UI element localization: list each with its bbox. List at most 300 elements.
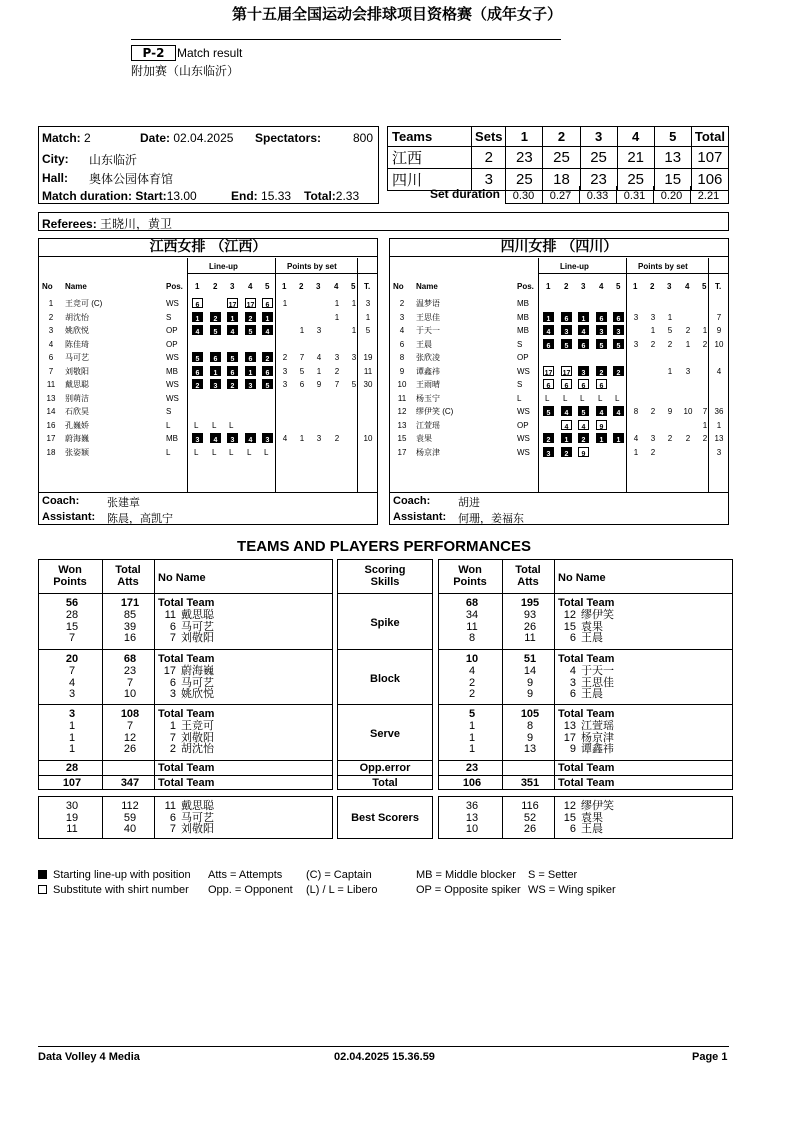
skill-name: Block — [370, 673, 400, 685]
score-cell: 15 — [654, 169, 691, 191]
player-name: 蔚海巍 — [181, 665, 214, 677]
player-number: 16 — [46, 420, 56, 430]
referees-box — [38, 212, 729, 231]
player-atts: 26 — [123, 743, 137, 755]
legend-libero: (L) / L = Libero — [306, 884, 378, 896]
lineup-box: 4 — [596, 406, 607, 416]
set-points: 3 — [334, 353, 340, 362]
row-divider — [38, 593, 333, 594]
best-name: 马可艺 — [181, 811, 214, 824]
lineup-box: 4 — [561, 420, 572, 430]
player-atts: 10 — [123, 688, 137, 700]
player-won: 28 — [65, 609, 79, 621]
player-number: 10 — [397, 380, 407, 389]
lineup-box: 3 — [543, 447, 554, 457]
player-atts: 9 — [526, 731, 534, 744]
col-divider — [502, 796, 503, 839]
score-team: 江西 — [388, 147, 472, 169]
total-points: 11 — [363, 366, 373, 376]
player-number: 4 — [399, 326, 405, 335]
player-row — [39, 392, 378, 405]
player-atts: 7 — [126, 720, 134, 732]
player-row — [390, 446, 729, 459]
player-won: 2 — [468, 676, 476, 689]
player-name: 王晨 — [581, 632, 603, 644]
set-points: 5 — [667, 326, 673, 335]
set-points: 2 — [667, 434, 673, 443]
set-points: 4 — [316, 353, 322, 362]
player-number: 12 — [397, 407, 407, 416]
player-no: 3 — [569, 676, 576, 689]
lineup-set-header: 2 — [564, 282, 569, 291]
set-points: 1 — [299, 434, 305, 443]
player-position: WS — [517, 447, 530, 457]
total-points: 10 — [363, 434, 373, 443]
player-won: 3 — [68, 688, 76, 700]
best-atts: 116 — [521, 800, 539, 812]
best-atts: 40 — [123, 823, 137, 835]
won-total: 3 — [68, 708, 76, 720]
player-name: 姚欣悦 — [181, 688, 214, 700]
coach-name: 胡进 — [458, 497, 480, 509]
set-duration: 0.30 — [512, 190, 535, 202]
set-points: 1 — [316, 366, 322, 376]
set-points: 1 — [334, 312, 340, 322]
coach-name: 张建章 — [107, 497, 140, 509]
end-value: 15.33 — [261, 189, 292, 203]
lineup-libero: L — [194, 447, 199, 457]
player-row — [390, 365, 729, 378]
set-points: 1 — [351, 299, 357, 308]
total-points: 5 — [365, 326, 371, 335]
start-value: 13.00 — [166, 189, 197, 203]
lineup-box: 1 — [613, 433, 624, 443]
player-name: 袁果 — [416, 434, 432, 443]
duration-label: Match duration: — [42, 189, 132, 203]
player-no: 7 — [169, 731, 176, 744]
set-points: 2 — [650, 447, 656, 457]
player-row — [390, 324, 729, 337]
player-row — [390, 392, 729, 405]
player-row — [390, 338, 729, 351]
player-name: 杨玉宁 — [416, 393, 440, 403]
set-points: 2 — [334, 366, 340, 376]
lineup-box: 1 — [227, 312, 238, 322]
document-title: 第十五届全国运动会排球项目资格赛（成年女子） — [231, 5, 562, 23]
player-position: S — [517, 339, 523, 349]
match-label: Match: — [42, 131, 81, 145]
player-position: L — [166, 447, 171, 457]
set-points: 7 — [299, 353, 305, 362]
set-points: 2 — [334, 434, 340, 443]
player-row — [390, 297, 729, 310]
player-won: 2 — [468, 688, 476, 700]
player-name: 陈佳琦 — [65, 339, 89, 349]
player-position: MB — [166, 434, 178, 443]
lineup-box: 2 — [613, 366, 624, 376]
lineup-box: 1 — [578, 312, 589, 322]
player-row — [390, 419, 729, 432]
set-points: 1 — [334, 299, 340, 308]
opp-error-label: Opp.error — [359, 762, 411, 774]
coach-label: Coach: — [393, 495, 431, 507]
player-position: OP — [517, 420, 529, 430]
pos-header: Pos. — [517, 282, 534, 291]
player-atts: 85 — [123, 609, 137, 621]
date-label: Date: — [140, 131, 171, 145]
lineup-set-header: 1 — [195, 282, 200, 291]
score-cell: 25 — [506, 169, 543, 191]
lineup-libero: L — [598, 393, 603, 403]
header-box — [0, 0, 691, 82]
total-won: 106 — [462, 777, 482, 789]
player-name: 张欣凌 — [416, 353, 440, 362]
player-number: 11 — [46, 380, 56, 389]
no-name-header: No Name — [558, 572, 606, 584]
lineup-box: 5 — [578, 406, 589, 416]
row-divider — [337, 649, 433, 650]
opp-error-b: 23 — [465, 762, 479, 774]
score-cell: 2 — [472, 147, 506, 169]
lineup-box: 17 — [543, 366, 554, 376]
score-header-set4: 4 — [617, 127, 654, 147]
name-header: Name — [416, 282, 438, 291]
set-points: 3 — [316, 434, 322, 443]
total-points: 4 — [716, 366, 722, 376]
score-cell: 25 — [580, 147, 617, 169]
player-name: 王思佳 — [581, 676, 614, 689]
player-name: 石欣昊 — [65, 407, 89, 416]
lineup-libero: L — [194, 420, 199, 430]
opp-error-a: 28 — [65, 762, 79, 774]
player-won: 7 — [68, 632, 76, 644]
set-points: 9 — [316, 380, 322, 389]
lineup-box: 17 — [245, 298, 256, 308]
player-no: 11 — [164, 609, 176, 621]
atts-total: 51 — [523, 653, 537, 665]
atts-total: 68 — [123, 653, 137, 665]
best-atts: 52 — [523, 811, 537, 824]
player-won: 8 — [468, 632, 476, 644]
score-cell: 13 — [654, 147, 691, 169]
lineup-box: 5 — [227, 352, 238, 362]
lineup-box: 1 — [596, 433, 607, 443]
won-total: 68 — [465, 597, 479, 609]
row-divider — [337, 775, 433, 776]
won-points-header: Won Points — [453, 564, 487, 588]
city-value: 山东临沂 — [89, 153, 138, 167]
player-won: 34 — [465, 609, 479, 621]
lineup-box: 17 — [227, 298, 238, 308]
player-position: OP — [166, 339, 178, 349]
player-no: 6 — [569, 688, 576, 700]
player-no: 7 — [169, 632, 176, 644]
player-row — [390, 378, 729, 391]
assistant-label: Assistant: — [393, 511, 447, 523]
lineup-box: 4 — [245, 433, 256, 443]
lineup-box: 6 — [596, 379, 607, 389]
lineup-box: 6 — [210, 352, 221, 362]
player-atts: 26 — [523, 620, 537, 633]
filled-square-icon — [38, 870, 47, 879]
set-points: 10 — [683, 407, 693, 416]
total-points: 36 — [714, 407, 724, 416]
player-atts: 39 — [123, 620, 137, 633]
player-name: 马可艺 — [181, 620, 214, 633]
lineup-box: 6 — [543, 339, 554, 349]
player-name: 张姿颖 — [65, 447, 89, 457]
best-name: 刘敬阳 — [181, 823, 214, 835]
legend-op: OP = Opposite spiker — [416, 884, 521, 896]
atts-total: 108 — [120, 708, 140, 720]
score-cell: 25 — [617, 169, 654, 191]
name-header: Name — [65, 282, 87, 291]
atts-total: 195 — [520, 597, 540, 609]
total-value: 2.33 — [335, 189, 360, 203]
points-set-header: 4 — [334, 282, 339, 291]
best-no: 6 — [169, 811, 176, 824]
player-atts: 9 — [526, 676, 534, 689]
hall-label: Hall: — [42, 171, 69, 185]
set-duration: 0.31 — [623, 190, 646, 202]
player-name: 袁果 — [581, 620, 603, 633]
page-code: P-2 — [131, 45, 176, 61]
won-total: 5 — [468, 708, 476, 720]
set-points: 3 — [633, 312, 639, 322]
player-position: WS — [517, 434, 530, 443]
header-divider — [187, 273, 378, 274]
total-team-label: Total Team — [158, 777, 215, 789]
score-team: 四川 — [388, 169, 472, 191]
player-number: 13 — [46, 393, 56, 403]
total-points: 9 — [716, 326, 722, 335]
points-set-header: 4 — [685, 282, 690, 291]
player-position: L — [517, 393, 522, 403]
set-points: 8 — [633, 407, 639, 416]
player-no: 12 — [563, 609, 576, 621]
player-name: 刘敬阳 — [181, 632, 214, 644]
lineup-box: 4 — [262, 325, 273, 335]
player-row — [39, 297, 378, 310]
total-points: 3 — [365, 299, 371, 308]
lineup-box: 2 — [227, 379, 238, 389]
total-points: 10 — [714, 339, 724, 349]
player-position: WS — [166, 380, 179, 389]
player-position: MB — [517, 326, 529, 335]
player-number: 2 — [48, 312, 54, 322]
total-points: 1 — [716, 420, 722, 430]
set-points: 1 — [282, 299, 288, 308]
won-total: 20 — [65, 653, 79, 665]
pos-header: Pos. — [166, 282, 183, 291]
hall-value: 奥体公园体育馆 — [89, 172, 174, 186]
city-label: City: — [42, 152, 69, 166]
player-name: 戴思聪 — [65, 380, 89, 389]
player-name: 杨京津 — [416, 447, 440, 457]
total-label: Total — [372, 777, 398, 789]
total-team-label: Total Team — [558, 653, 615, 665]
set-points: 1 — [667, 366, 673, 376]
player-name: 蔚海巍 — [65, 434, 89, 443]
footer-timestamp: 02.04.2025 15.36.59 — [334, 1051, 435, 1063]
best-won: 36 — [465, 800, 479, 812]
score-cell: 21 — [617, 147, 654, 169]
player-won: 1 — [68, 731, 76, 744]
best-won: 30 — [65, 800, 79, 812]
total-header: T. — [364, 282, 371, 291]
set-points: 2 — [282, 353, 288, 362]
player-number: 3 — [399, 312, 405, 322]
set-points: 7 — [334, 380, 340, 389]
player-won: 1 — [68, 720, 76, 732]
player-row — [39, 338, 378, 351]
lineup-libero: L — [212, 420, 217, 430]
player-row — [39, 446, 378, 459]
player-no: 13 — [563, 720, 576, 732]
player-name: 胡沈怡 — [65, 312, 89, 322]
total-atts: 351 — [520, 777, 540, 789]
lineup-set-header: 1 — [546, 282, 551, 291]
total-team-label: Total Team — [158, 653, 215, 665]
player-row — [39, 365, 378, 378]
set-points: 1 — [299, 326, 305, 335]
player-atts: 12 — [123, 731, 137, 744]
player-won: 4 — [468, 665, 476, 677]
score-row-teamA — [388, 147, 729, 169]
player-name: 于天一 — [416, 326, 440, 335]
lineup-box: 4 — [578, 420, 589, 430]
set-duration: 0.27 — [549, 190, 572, 202]
spectators-label: Spectators: — [255, 131, 322, 145]
player-atts: 23 — [123, 665, 137, 677]
spectators-value: 800 — [353, 131, 374, 145]
player-number: 7 — [48, 366, 54, 376]
player-no: 2 — [169, 743, 176, 755]
points-header: Points by set — [287, 262, 337, 271]
score-cell: 18 — [543, 169, 580, 191]
set-points: 1 — [702, 420, 708, 430]
no-header: No — [42, 282, 53, 291]
total-atts-header: Total Atts — [515, 564, 541, 588]
player-name: 温梦语 — [416, 299, 440, 308]
player-position: S — [166, 407, 172, 416]
player-position: MB — [166, 366, 178, 376]
points-set-header: 3 — [316, 282, 321, 291]
score-cell: 3 — [472, 169, 506, 191]
points-set-header: 2 — [299, 282, 304, 291]
set-points: 9 — [667, 407, 673, 416]
best-won: 10 — [465, 823, 479, 835]
player-number: 17 — [46, 434, 56, 443]
player-row — [39, 324, 378, 337]
footer-left: Data Volley 4 Media — [38, 1051, 140, 1063]
player-name: 胡沈怡 — [181, 743, 214, 755]
set-points: 3 — [282, 380, 288, 389]
col-divider — [102, 796, 103, 839]
lineup-box: 5 — [596, 339, 607, 349]
row-divider — [438, 593, 733, 594]
set-points: 3 — [650, 312, 656, 322]
set-points: 2 — [650, 407, 656, 416]
lineup-box: 5 — [210, 325, 221, 335]
set-duration-row — [387, 186, 729, 204]
set-points: 2 — [685, 434, 691, 443]
total-team-label: Total Team — [558, 762, 615, 774]
lineup-box: 2 — [245, 312, 256, 322]
total-header: T. — [715, 282, 722, 291]
performances-title: TEAMS AND PLAYERS PERFORMANCES — [237, 538, 531, 555]
lineup-box: 2 — [262, 352, 273, 362]
set-points: 4 — [282, 434, 288, 443]
lineup-box: 4 — [578, 325, 589, 335]
player-atts: 14 — [523, 665, 537, 677]
col-divider — [554, 796, 555, 839]
player-name: 江萱瑶 — [416, 420, 440, 430]
player-number: 6 — [399, 339, 405, 349]
set-points: 3 — [351, 353, 357, 362]
coach-divider — [39, 492, 378, 493]
set-points: 3 — [316, 326, 322, 335]
player-row — [390, 432, 729, 445]
set-duration-label: Set duration — [430, 187, 501, 201]
player-won: 1 — [468, 743, 476, 755]
total-team-label: Total Team — [158, 597, 215, 609]
player-name: 姚欣悦 — [65, 326, 89, 335]
player-name: 王晨 — [416, 339, 432, 349]
player-position: WS — [166, 353, 179, 362]
player-number: 13 — [397, 420, 407, 430]
legend-setter: S = Setter — [528, 869, 578, 881]
set-points: 2 — [650, 339, 656, 349]
player-name: 戴思聪 — [181, 609, 214, 621]
score-header-set5: 5 — [654, 127, 691, 147]
row-divider — [337, 593, 433, 594]
points-set-header: 2 — [650, 282, 655, 291]
set-points: 6 — [299, 380, 305, 389]
set-points: 1 — [685, 339, 691, 349]
lineup-libero: L — [264, 447, 269, 457]
won-total: 56 — [65, 597, 79, 609]
empty-square-icon — [38, 885, 47, 894]
player-no: 6 — [169, 620, 176, 633]
best-atts: 59 — [123, 811, 137, 824]
lineup-box: 4 — [613, 406, 624, 416]
best-atts: 26 — [523, 823, 537, 835]
lineup-box: 5 — [192, 352, 203, 362]
no-header: No — [393, 282, 404, 291]
row-divider — [438, 704, 733, 705]
score-cell: 107 — [691, 147, 728, 169]
lineup-set-header: 3 — [230, 282, 235, 291]
row-divider — [337, 760, 433, 761]
lineup-libero: L — [247, 447, 252, 457]
total-points: 7 — [716, 312, 722, 322]
lineup-box: 4 — [210, 433, 221, 443]
set-points: 2 — [667, 339, 673, 349]
lineup-box: 6 — [561, 312, 572, 322]
set-duration: 0.33 — [586, 190, 609, 202]
footer-divider — [38, 1046, 729, 1047]
lineup-box: 6 — [596, 312, 607, 322]
team-b-title: 四川女排 （四川） — [390, 239, 728, 257]
lineup-box: 1 — [192, 312, 203, 322]
legend-starting: Starting line-up with position — [38, 869, 191, 881]
end-label: End: — [231, 189, 258, 203]
player-position: WS — [517, 366, 530, 376]
lineup-box: 5 — [543, 406, 554, 416]
player-won: 1 — [468, 731, 476, 744]
score-cell: 23 — [506, 147, 543, 169]
